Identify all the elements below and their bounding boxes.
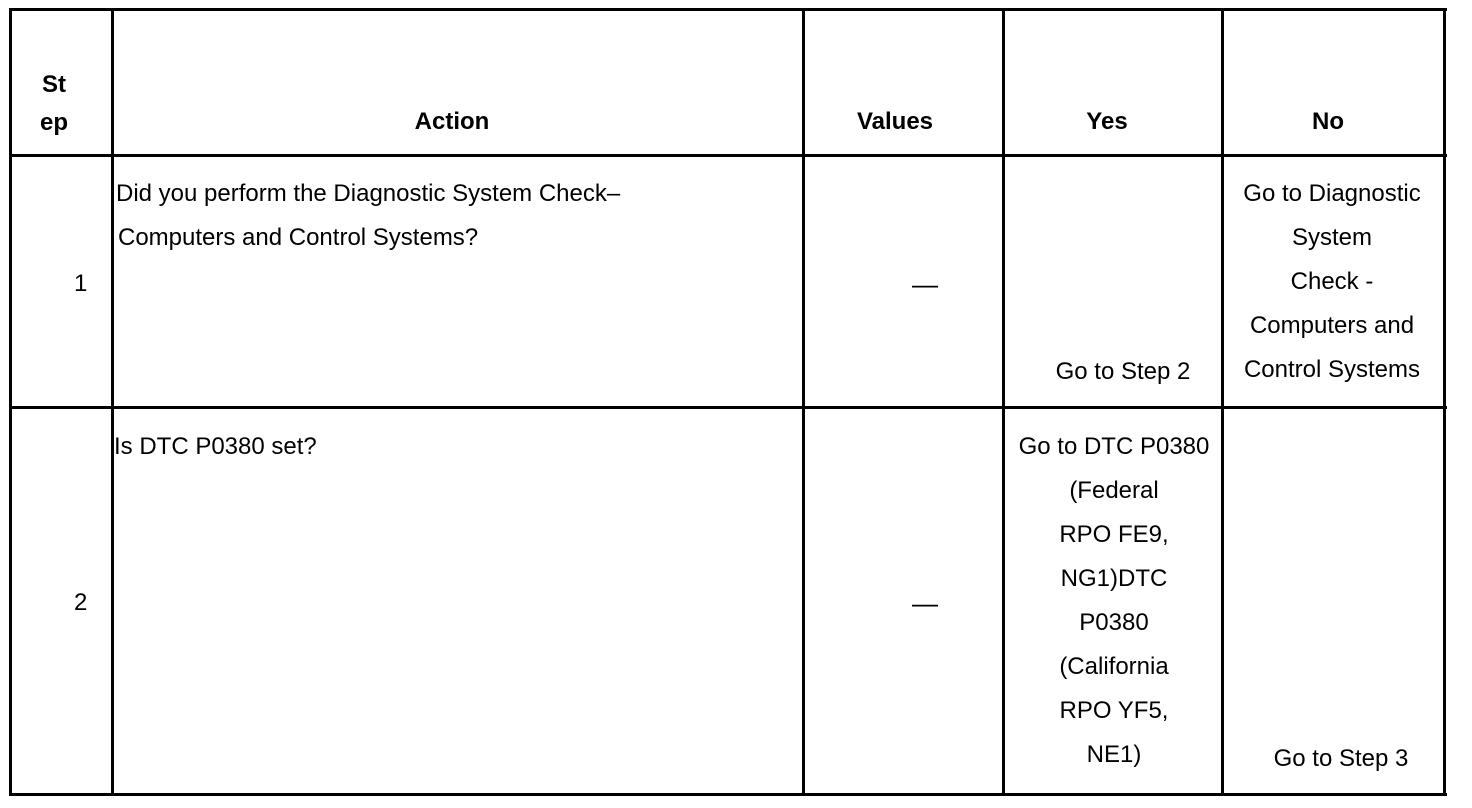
row2-yes-line: RPO FE9, (1059, 521, 1169, 548)
header-divider (9, 154, 1447, 157)
row1-action-line2: Computers and Control Systems? (118, 224, 479, 251)
row1-no-line: Computers and (1249, 312, 1415, 339)
row2-yes-line: (Federal (1069, 477, 1159, 504)
row2-yes-line: P0380 (1079, 609, 1149, 636)
row2-no: Go to Step 3 (1273, 745, 1409, 772)
header-yes: Yes (1086, 108, 1128, 135)
header-step-line1: St (42, 71, 66, 98)
row1-step: 1 (74, 270, 88, 297)
header-step (12, 66, 96, 142)
table-border-bottom (9, 793, 1447, 796)
row1-value: — (912, 269, 938, 299)
row2-yes-line: RPO YF5, (1059, 697, 1169, 724)
row2-yes (1004, 425, 1224, 777)
header-values: Values (856, 108, 934, 135)
row2-yes-line: (California (1059, 653, 1169, 680)
header-step-line2: ep (39, 109, 68, 136)
row1-no-line: Check - (1290, 268, 1374, 295)
row2-yes-line: NE1) (1086, 741, 1142, 768)
row-divider (9, 406, 1447, 409)
row1-yes: Go to Step 2 (1055, 358, 1191, 385)
row1-no-line: Go to Diagnostic (1243, 180, 1421, 207)
row2-step: 2 (74, 589, 88, 616)
row2-action-line1: Is DTC P0380 set? (114, 433, 317, 460)
row1-action-line1: Did you perform the Diagnostic System Check– (116, 180, 621, 207)
table-border-right (1443, 8, 1446, 796)
row2-yes-line: NG1)DTC (1060, 565, 1168, 592)
header-action: Action (414, 108, 490, 135)
table-border-top (9, 8, 1447, 11)
row1-no-line: Control Systems (1243, 356, 1421, 383)
row2-value: — (912, 588, 938, 618)
row2-yes-line: Go to DTC P0380 (1018, 433, 1210, 460)
row1-no (1226, 172, 1438, 392)
row1-no-line: System (1291, 224, 1372, 251)
header-no: No (1312, 108, 1344, 135)
